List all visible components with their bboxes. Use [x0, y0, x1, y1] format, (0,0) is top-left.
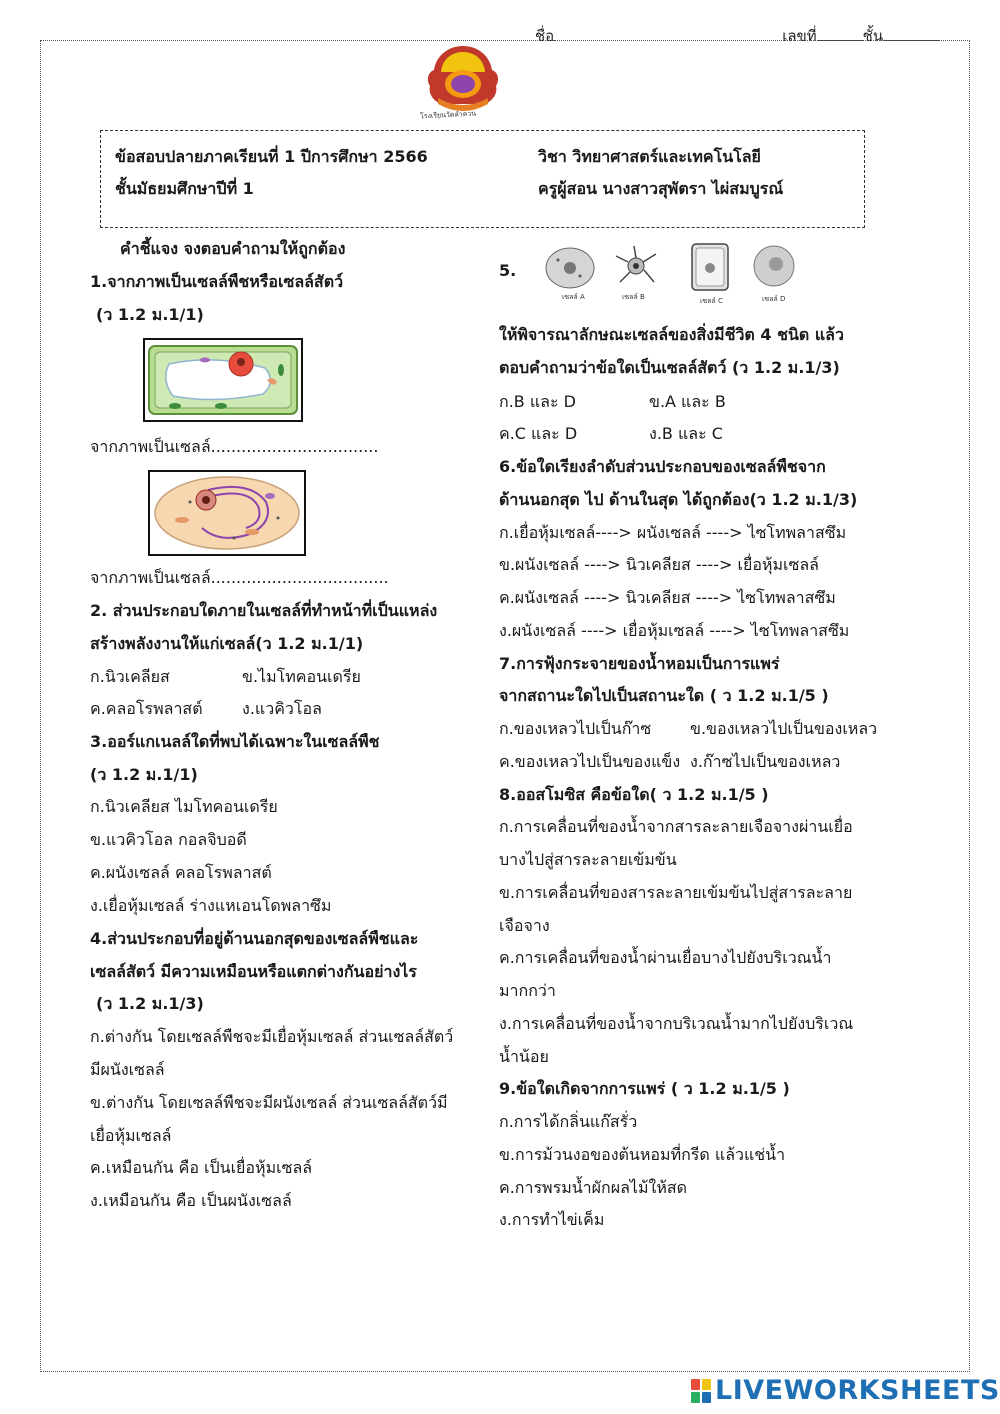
q9-option-c[interactable]: ค.การพรมน้ำผักผลไม้ให้สด [499, 1178, 688, 1197]
q5-option-b[interactable]: ข.A และ B [649, 392, 726, 411]
q7-option-a[interactable]: ก.ของเหลวไปเป็นก๊าซ [499, 719, 652, 738]
q3-option-b[interactable]: ข.แวคิวโอล กอลจิบอดี [90, 830, 247, 849]
q3-line2: (ว 1.2 ม.1/1) [90, 765, 198, 784]
q5-number: 5. [499, 261, 517, 280]
cell-a-icon [546, 248, 594, 288]
class-field[interactable] [883, 26, 939, 41]
school-logo [418, 42, 508, 124]
logo-caption: โรงเรียนวัดลำควน [419, 109, 477, 121]
q4-line3: (ว 1.2 ม.1/3) [96, 994, 204, 1013]
q1-code: (ว 1.2 ม.1/1) [96, 305, 204, 324]
cell-b-label: เซลล์ B [622, 293, 645, 301]
q3-option-a[interactable]: ก.นิวเคลียส ไมโทคอนเดรีย [90, 797, 278, 816]
q2-option-b[interactable]: ข.ไมโทคอนเดรีย [242, 667, 361, 686]
name-field[interactable] [554, 26, 782, 41]
q6-line1: 6.ข้อใดเรียงลำดับส่วนประกอบของเซลล์พืชจาก [499, 457, 826, 476]
q4-option-d[interactable]: ง.เหมือนกัน คือ เป็นผนังเซลล์ [90, 1191, 292, 1210]
q4-option-c[interactable]: ค.เหมือนกัน คือ เป็นเยื่อหุ้มเซลล์ [90, 1158, 313, 1177]
q5-option-c[interactable]: ค.C และ D [499, 424, 578, 443]
q8-option-d-line1[interactable]: ง.การเคลื่อนที่ของน้ำจากบริเวณน้ำมากไปยังบริเวณ [499, 1014, 854, 1033]
q2-line1: 2. ส่วนประกอบใดภายในเซลล์ที่ทำหน้าที่เป็นแหล่ง [90, 601, 438, 620]
q5-cell-images [540, 242, 800, 308]
q8-option-d-line2[interactable]: น้ำน้อย [499, 1047, 549, 1066]
q9-line1: 9.ข้อใดเกิดจากการแพร่ ( ว 1.2 ม.1/5 ) [499, 1079, 790, 1098]
q4-line2: เซลล์สัตว์ มีความเหมือนหรือแตกต่างกันอย่างไร [90, 962, 417, 981]
q5-option-a[interactable]: ก.B และ D [499, 392, 576, 411]
liveworksheets-text: LIVEWORKSHEETS [715, 1375, 1000, 1406]
liveworksheets-logo[interactable] [690, 1375, 1000, 1406]
q4-option-b-line1[interactable]: ข.ต่างกัน โดยเซลล์พืชจะมีผนังเซลล์ ส่วนเซลล์สัตว์มี [90, 1093, 448, 1112]
q3-line1: 3.ออร์แกเนลล์ใดที่พบได้เฉพาะในเซลล์พืช [90, 732, 380, 751]
q3-option-c[interactable]: ค.ผนังเซลล์ คลอโรพลาสต์ [90, 863, 272, 882]
cell-d-icon [754, 246, 794, 286]
q8-option-b-line1[interactable]: ข.การเคลื่อนที่ของสารละลายเข้มข้นไปสู่สารละลาย [499, 883, 853, 902]
grade-level: ชั้นมัธยมศึกษาปีที่ 1 [115, 179, 254, 198]
q8-option-b-line2[interactable]: เจือจาง [499, 916, 550, 935]
q2-option-c[interactable]: ค.คลอโรพลาสต์ [90, 699, 203, 718]
number-label: เลขที่ [782, 27, 817, 45]
q4-option-a-line2[interactable]: มีผนังเซลล์ [90, 1060, 165, 1079]
q9-option-b[interactable]: ข.การม้วนงอของต้นหอมที่กรีด แล้วแช่น้ำ [499, 1145, 786, 1164]
q2-option-a[interactable]: ก.นิวเคลียส [90, 667, 170, 686]
q2-line2: สร้างพลังงานให้แก่เซลล์(ว 1.2 ม.1/1) [90, 634, 364, 653]
q8-option-c-line2[interactable]: มากกว่า [499, 981, 556, 1000]
q4-line1: 4.ส่วนประกอบที่อยู่ด้านนอกสุดของเซลล์พืชและ [90, 929, 419, 948]
cell-b-icon [616, 246, 656, 282]
q2-option-d[interactable]: ง.แวคิวโอล [242, 699, 322, 718]
class-label: ชั้น [862, 27, 884, 45]
subject: วิชา วิทยาศาสตร์และเทคโนโลยี [538, 147, 761, 166]
q6-option-b[interactable]: ข.ผนังเซลล์ ----> นิวเคลียส ----> เยื่อหุ้มเซลล์ [499, 555, 819, 574]
q6-line2: ด้านนอกสุด ไป ด้านในสุด ได้ถูกต้อง(ว 1.2 ม.1/3) [499, 490, 858, 509]
number-field[interactable] [817, 26, 863, 41]
q5-option-d[interactable]: ง.B และ C [649, 424, 723, 443]
plant-cell-image [143, 338, 303, 422]
q7-option-b[interactable]: ข.ของเหลวไปเป็นของเหลว [690, 719, 878, 738]
q8-option-a-line2[interactable]: บางไปสู่สารละลายเข้มข้น [499, 850, 677, 869]
q6-option-d[interactable]: ง.ผนังเซลล์ ----> เยื่อหุ้มเซลล์ ----> ไซโทพลาสซึม [499, 621, 850, 640]
q1-answer-a[interactable]: จากภาพเป็นเซลล์................................. [90, 437, 379, 456]
teacher: ครูผู้สอน นางสาวสุพัตรา ไผ่สมบูรณ์ [538, 179, 784, 198]
q1-answer-b[interactable]: จากภาพเป็นเซลล์................................... [90, 568, 389, 587]
name-label: ชื่อ [535, 27, 555, 45]
q3-option-d[interactable]: ง.เยื่อหุ้มเซลล์ ร่างแหเอนโดพลาซึม [90, 896, 332, 915]
q7-option-d[interactable]: ง.ก๊าซไปเป็นของเหลว [690, 752, 841, 771]
cell-c-label: เซลล์ C [700, 297, 723, 305]
q6-option-a[interactable]: ก.เยื่อหุ้มเซลล์----> ผนังเซลล์ ----> ไซโทพลาสซึม [499, 523, 847, 542]
q1-question: 1.จากภาพเป็นเซลล์พืชหรือเซลล์สัตว์ [90, 272, 344, 291]
cell-d-label: เซลล์ D [762, 295, 786, 303]
q6-option-c[interactable]: ค.ผนังเซลล์ ----> นิวเคลียส ----> ไซโทพลาสซึม [499, 588, 836, 607]
q7-option-c[interactable]: ค.ของเหลวไปเป็นของแข็ง [499, 752, 681, 771]
q9-option-d[interactable]: ง.การทำไข่เค็ม [499, 1210, 605, 1229]
cell-a-label: เซลล์ A [562, 293, 585, 301]
q7-line1: 7.การฟุ้งกระจายของน้ำหอมเป็นการแพร่ [499, 654, 780, 673]
instruction: คำชี้แจง จงตอบคำถามให้ถูกต้อง [120, 239, 346, 258]
liveworksheets-icon [690, 1378, 712, 1404]
q8-option-a-line1[interactable]: ก.การเคลื่อนที่ของน้ำจากสารละลายเจือจางผ่านเยื่อ [499, 817, 853, 836]
q4-option-b-line2[interactable]: เยื่อหุ้มเซลล์ [90, 1126, 172, 1145]
q9-option-a[interactable]: ก.การได้กลิ่นแก๊สรั่ว [499, 1112, 638, 1131]
exam-title: ข้อสอบปลายภาคเรียนที่ 1 ปีการศึกษา 2566 [115, 147, 428, 166]
q5-line2: ตอบคำถามว่าข้อใดเป็นเซลล์สัตว์ (ว 1.2 ม.1/3) [499, 358, 840, 377]
cell-c-icon [692, 244, 728, 290]
q7-line2: จากสถานะใดไปเป็นสถานะใด ( ว 1.2 ม.1/5 ) [499, 686, 829, 705]
q5-line1: ให้พิจารณาลักษณะเซลล์ของสิ่งมีชีวิต 4 ชนิด แล้ว [499, 325, 844, 344]
q8-line1: 8.ออสโมซิส คือข้อใด( ว 1.2 ม.1/5 ) [499, 785, 769, 804]
q4-option-a-line1[interactable]: ก.ต่างกัน โดยเซลล์พืชจะมีเยื่อหุ้มเซลล์ ส่วนเซลล์สัตว์ [90, 1027, 454, 1046]
animal-cell-image [148, 470, 306, 556]
q8-option-c-line1[interactable]: ค.การเคลื่อนที่ของน้ำผ่านเยื่อบางไปยังบริเวณน้ำ [499, 948, 832, 967]
